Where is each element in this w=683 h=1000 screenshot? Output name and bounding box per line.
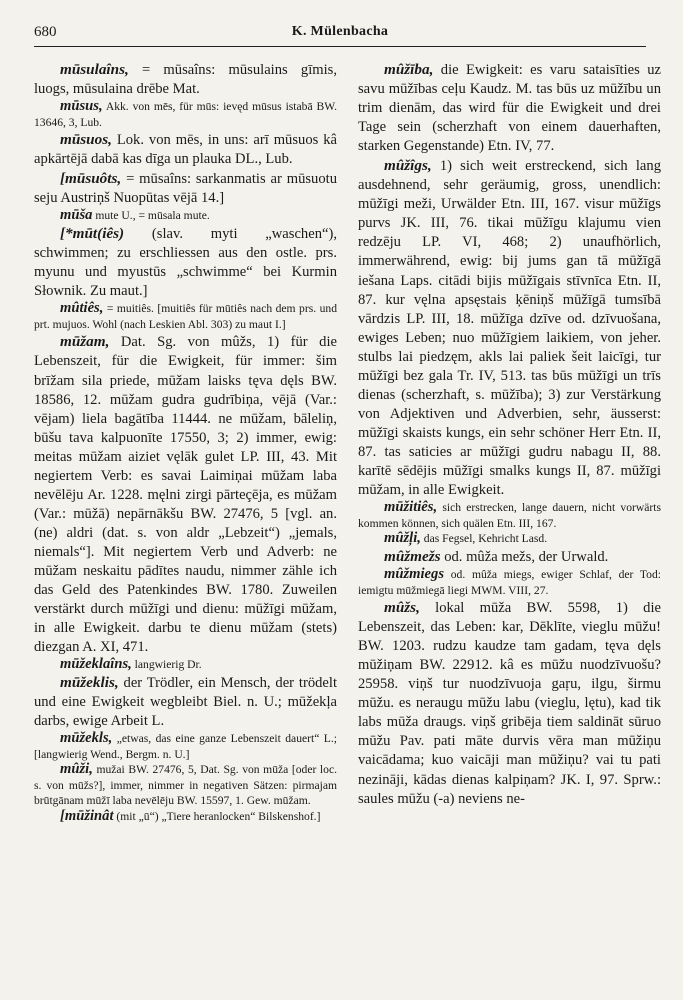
entry-text: das Fegsel, Kehricht Lasd. bbox=[420, 532, 548, 546]
entry-headword: mûžîgs, bbox=[384, 157, 432, 175]
entry-text: mužai BW. 27476, 5, Dat. Sg. von mūža [oder loc. s. von mūžs?], immer, nimmer in negativen Sätzen: pirmajam brūtgānam mūžī laba nevēlēju BW. 15597, 1. Gew. mūžam. bbox=[34, 763, 337, 808]
entry-text: langwierig Dr. bbox=[131, 658, 202, 672]
dictionary-entry bbox=[34, 657, 337, 673]
dictionary-entry bbox=[358, 60, 661, 156]
entry-headword: mûtiês, bbox=[60, 300, 104, 317]
entry-headword: mûžība, bbox=[384, 61, 434, 78]
entry-text: Akk. von mēs, für mūs: ievęd mūsus istabā BW. 13646, 3, Lub. bbox=[34, 100, 337, 129]
dictionary-entry bbox=[358, 567, 661, 598]
entry-headword: mūžitiês, bbox=[384, 499, 438, 516]
page-number: 680 bbox=[34, 24, 57, 40]
entry-headword: mūžeklis, bbox=[60, 673, 119, 691]
dictionary-entry bbox=[34, 224, 337, 301]
entry-headword: mûžmežs bbox=[384, 547, 441, 565]
entry-text: Lok. von mēs, in uns: arī mūsuos kâ apkārtējā dabā kas dīga un plauka DL., Lub. bbox=[34, 132, 337, 168]
dictionary-entry bbox=[34, 99, 337, 130]
entry-headword: [mūsuôts, bbox=[60, 170, 122, 188]
entry-headword: mūsus, bbox=[60, 98, 103, 115]
dictionary-entry bbox=[34, 673, 337, 731]
dictionary-entry bbox=[34, 762, 337, 809]
entry-text: (mit „ū“) „Tiere heranlocken“ Bilskenshof.] bbox=[113, 809, 321, 823]
entry-text: od. mûža mežs, der Urwald. bbox=[440, 548, 609, 565]
entry-text: (slav. myti „waschen“), schwimmen; zu erschliessen aus den ostle. prs. myunu und myustūs „schwimme“ bei Kurmin Słownik. Zu maut.] bbox=[34, 226, 337, 300]
entry-headword: mûžļi, bbox=[384, 530, 421, 547]
left-column bbox=[34, 60, 337, 980]
entry-text: der Trödler, ein Mensch, der trödelt und eine Ewigkeit wegbleibt Biel. n. U.; mūžekļa darbs, ewige Arbeit L. bbox=[34, 674, 337, 729]
entry-text: mute U., = mūsala mute. bbox=[92, 209, 210, 223]
entry-headword: mūžam, bbox=[60, 333, 110, 351]
entry-text: 1) sich weit erstreckend, sich lang ausdehnend, sehr geräumig, gross, unendlich: mūžīgi meži, Urwälder Etn. III, 167. visur mūžīgs purvs JK. III, 76. tikai mūžīgu klajumu vien redzēju LP. VI, 468; 2) unaufhörlich, immerwährend, ewig: bij jums gan tā mūžīgā iešana Laps. citādi bijis mūžīgais stīvnīca Etn. II, 87. kur vęlna apsęstais ķēniņš mūžīgā tumsībā vārdzis LP. III, 18. mūžīga dzīve od. dzīvuošana, ewiges Leben; nuo mūžīgiem laikiem, von jeher. stulbs lai piedzęm, akls lai paliek šeit laicīgi, tur mūžīgi bez gala Tr. IV, 513. tas būs mūžīgi un trīs dienas (scherzhaft, s. mūžība); 3) zur Verstärkung von Adjektiven und Adverbien, sehr, äusserst: mūžīgi skaists kungs, ein sehr schöner Herr Etn. II, 87. tas saticies ar mūžīgi gudru nabagu II, 88. karītē sēdējis mūžīgi smalks kungs II, 87. mūžīgi mūžam, in alle Ewigkeit. bbox=[358, 158, 661, 499]
entry-headword: [*mūt(iês) bbox=[60, 225, 125, 243]
dictionary-entry bbox=[34, 60, 337, 99]
entry-text: = mūsaîns: mūsulains gīmis, luogs, mūsulaina drēbe Mat. bbox=[34, 62, 337, 98]
entry-text: lokal mūža BW. 5598, 1) die Lebenszeit, das Leben: kar, Dēklīte, vieglu mūžu! BW. 1203. rudzu kaudze tam gadam, tęva dęls mūžiņam BW. 22912. kâ es mūžu nuodzīvuošu? 25958. viņš tur nuodzīvuoja gaŗu, ilgu, širmu mūžu. es neraugu mūžu labu (vieglu, lętu), kad tik labs mūža draugs. viņš gribēja tiem saldināt sūruo mūžu Pav. pati māte durvis vēra man mūžiņu vaicādama; kuo vaicāji man mūžiņu? vai tu pati nezināji, kādas dienas kalpiņam? JK. I, 97. Sprw.: saules mūžu (-a) neviens ne- bbox=[358, 600, 661, 807]
dictionary-entry bbox=[34, 809, 337, 825]
dictionary-entry bbox=[34, 332, 337, 657]
entry-text: Dat. Sg. von mûžs, 1) für die Lebenszeit, für die Ewigkeit, für immer: šim brīžam sila priede, mūžam laisks tęva dęls BW. 18586, 12. mūžam gudra gudrībiņa, vējā (Var.: vējam) liela bagātība 11444. ne mūžam, bāleliņ, būšu tava kalpuonīte 17550, 3; 2) immer, ewig: meitas mūžam aiziet vęlāk gulet LP. III, 43. Mit negiertem Verb: es savai Laimiņai mūžam laba nevēlēju Ar. 1228. męlni zirgi pārteçēja, es mūžam (Var.: mūžā) nepārnākšu BW. 27476, 5 [vgl. an. (ne) aldri (dat. s. von aldr „Lebzeit“) „jemals, niemals“]. Mit negiertem Verb und Adverb: ne mūžam neskaitu pādītes naudu, nimmer zähle ich das Geld des Patenkindes BW. 1780. Zuweilen verstärkt durch mūžīgi und dienu: mūžīgi mūžam, in alle Ewigkeit. darbu te dienu mūžam (stets) diezgan A. XI, 471. bbox=[34, 334, 337, 656]
dictionary-entry bbox=[34, 169, 337, 208]
entry-text: sich erstrecken, lange dauern, nicht vorwärts kommen können, sich quälen Etn. III, 167. bbox=[358, 501, 661, 530]
entry-text: „etwas, das eine ganze Lebenszeit dauert“ L.; [langwierig Wend., Bergm. n. U.] bbox=[34, 731, 337, 761]
entry-headword: [mūžinât bbox=[60, 807, 114, 824]
entry-headword: mûži, bbox=[60, 761, 93, 778]
entry-text: = mūsaîns: sarkanmatis ar mūsuotu seju Austriņš Nuopūtas vējā 14.] bbox=[34, 171, 337, 207]
dictionary-entry bbox=[358, 598, 661, 809]
entry-headword: mûžs, bbox=[384, 599, 420, 617]
dictionary-entry bbox=[34, 130, 337, 169]
dictionary-entry bbox=[34, 301, 337, 332]
entry-headword: mūsulaîns, bbox=[60, 61, 129, 78]
dictionary-entry bbox=[34, 731, 337, 762]
entry-headword: mūsuos, bbox=[60, 131, 112, 149]
entry-headword: mūžeklaîns, bbox=[60, 656, 132, 673]
right-column bbox=[358, 60, 661, 980]
dictionary-entry bbox=[358, 531, 661, 547]
entry-text: od. mûža miegs, ewiger Schlaf, der Tod: iemigtu mūžmiegā liegi MWM. VIII, 27. bbox=[358, 567, 661, 597]
dictionary-entry bbox=[358, 156, 661, 500]
dictionary-entry bbox=[358, 547, 661, 567]
dictionary-entry bbox=[358, 500, 661, 531]
running-title: K. Mülenbacha bbox=[291, 24, 389, 39]
entry-headword: mūša bbox=[60, 207, 93, 224]
page-header bbox=[34, 22, 646, 47]
entry-headword: mūžekls, bbox=[60, 729, 113, 746]
entry-text: die Ewigkeit: es varu sataisīties uz savu mūžības ceļu Kaudz. M. tas būs uz mūžību un trim dienām, das wird für die Ewigkeit und drei Tage sein (scherzhaft von einem dauerhaften, starken Gegenstande) Etn. IV, 77. bbox=[358, 62, 661, 155]
entry-text: = muitiês. [muitiês für mūtiês nach dem prs. und prt. mujuos. Wohl (nach Leskien Abl. 303) zu maut I.] bbox=[34, 302, 337, 331]
entry-headword: mûžmiegs bbox=[384, 565, 445, 582]
dictionary-entry bbox=[34, 208, 337, 224]
